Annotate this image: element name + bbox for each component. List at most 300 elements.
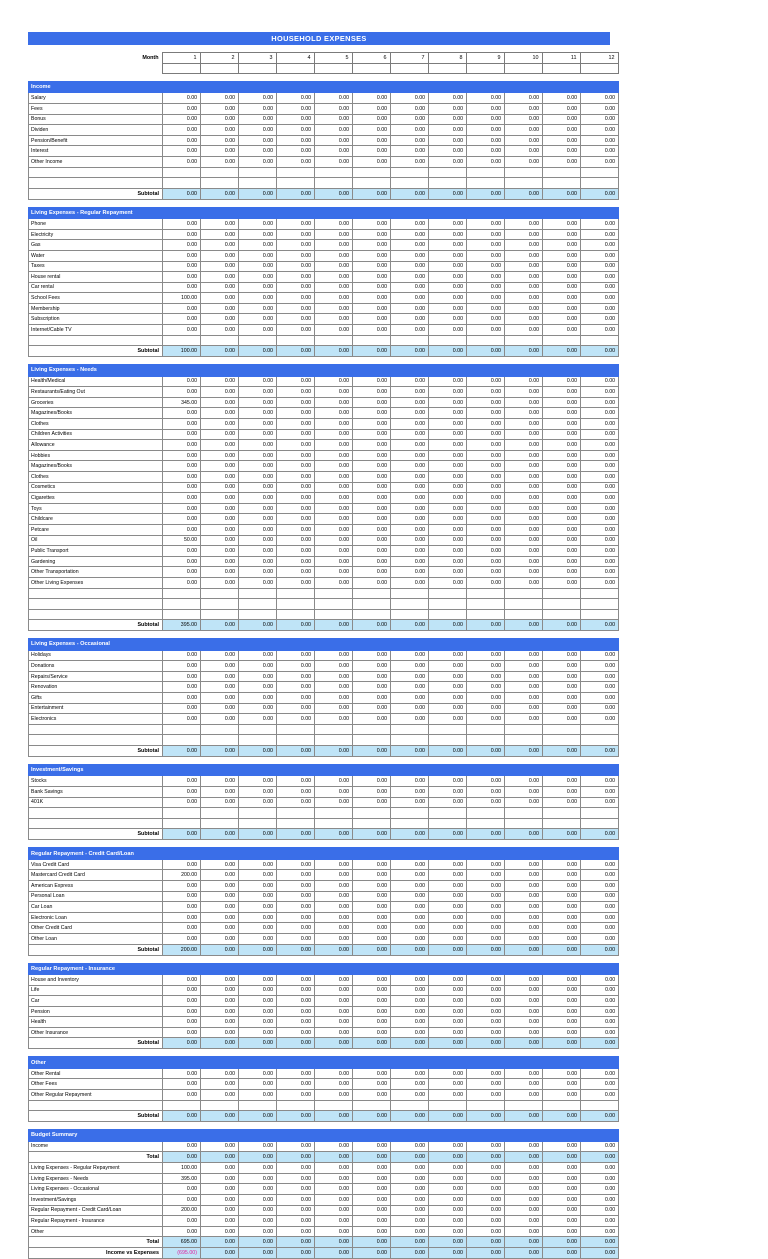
cell-value[interactable] [429, 735, 467, 746]
cell-value[interactable]: 0.00 [391, 514, 429, 525]
cell-value[interactable]: 0.00 [581, 135, 619, 146]
cell-value[interactable]: 0.00 [315, 703, 353, 714]
cell-value[interactable]: 0.00 [163, 1226, 201, 1237]
row-label[interactable]: Other Credit Card [29, 923, 163, 934]
cell-value[interactable]: 0.00 [391, 1216, 429, 1227]
month-subheader-cell[interactable] [352, 64, 390, 74]
cell-value[interactable]: 0.00 [315, 944, 353, 955]
cell-value[interactable]: 0.00 [239, 620, 277, 631]
row-label[interactable]: Living Expenses - Regular Repayment [29, 1163, 163, 1174]
cell-value[interactable]: 0.00 [543, 250, 581, 261]
cell-value[interactable]: 0.00 [391, 1152, 429, 1163]
cell-value[interactable]: 0.00 [429, 859, 467, 870]
cell-value[interactable]: 0.00 [429, 912, 467, 923]
cell-value[interactable]: 0.00 [239, 282, 277, 293]
cell-value[interactable]: 0.00 [429, 440, 467, 451]
cell-value[interactable]: 0.00 [391, 125, 429, 136]
cell-value[interactable]: 0.00 [467, 1226, 505, 1237]
cell-value[interactable]: 0.00 [543, 450, 581, 461]
cell-value[interactable]: 0.00 [163, 1195, 201, 1206]
cell-value[interactable]: 0.00 [467, 829, 505, 840]
cell-value[interactable]: 0.00 [315, 567, 353, 578]
cell-value[interactable]: 0.00 [505, 471, 543, 482]
cell-value[interactable]: 0.00 [391, 671, 429, 682]
cell-value[interactable]: 0.00 [543, 125, 581, 136]
cell-value[interactable]: 0.00 [391, 1027, 429, 1038]
cell-value[interactable]: 0.00 [163, 912, 201, 923]
cell-value[interactable]: 0.00 [429, 250, 467, 261]
cell-value[interactable]: 0.00 [239, 524, 277, 535]
row-label[interactable]: Subscription [29, 314, 163, 325]
cell-value[interactable] [581, 1100, 619, 1111]
cell-value[interactable]: 0.00 [277, 1205, 315, 1216]
cell-value[interactable] [467, 178, 505, 189]
cell-value[interactable] [429, 178, 467, 189]
row-label[interactable]: Allowance [29, 440, 163, 451]
cell-value[interactable]: 0.00 [353, 944, 391, 955]
cell-value[interactable]: 0.00 [163, 429, 201, 440]
cell-value[interactable]: 0.00 [315, 923, 353, 934]
cell-value[interactable] [467, 724, 505, 735]
cell-value[interactable]: 0.00 [429, 325, 467, 336]
cell-value[interactable]: 0.00 [277, 282, 315, 293]
cell-value[interactable]: 0.00 [429, 1226, 467, 1237]
cell-value[interactable]: 0.00 [391, 1006, 429, 1017]
cell-value[interactable]: 0.00 [163, 923, 201, 934]
cell-value[interactable]: 0.00 [505, 1205, 543, 1216]
cell-value[interactable]: 0.00 [353, 293, 391, 304]
cell-value[interactable]: 0.00 [429, 1141, 467, 1152]
cell-value[interactable]: 0.00 [429, 650, 467, 661]
cell-value[interactable]: 0.00 [163, 524, 201, 535]
month-column-header[interactable]: 2 [200, 53, 238, 64]
cell-value[interactable]: 0.00 [391, 1111, 429, 1122]
cell-value[interactable]: 0.00 [315, 325, 353, 336]
cell-value[interactable]: 0.00 [163, 1111, 201, 1122]
cell-value[interactable]: 0.00 [581, 776, 619, 787]
cell-value[interactable]: 0.00 [277, 125, 315, 136]
cell-value[interactable]: 0.00 [543, 682, 581, 693]
cell-value[interactable]: 0.00 [163, 440, 201, 451]
cell-value[interactable]: 0.00 [543, 387, 581, 398]
cell-value[interactable]: 0.00 [315, 282, 353, 293]
cell-value[interactable]: 0.00 [505, 219, 543, 230]
cell-value[interactable]: 0.00 [429, 1079, 467, 1090]
cell-value[interactable]: 0.00 [391, 1163, 429, 1174]
cell-value[interactable]: 0.00 [201, 272, 239, 283]
cell-value[interactable]: 0.00 [467, 1195, 505, 1206]
cell-value[interactable]: 0.00 [467, 1248, 505, 1259]
cell-value[interactable]: 0.00 [239, 880, 277, 891]
cell-value[interactable]: 0.00 [429, 1111, 467, 1122]
month-column-header[interactable]: 1 [162, 53, 200, 64]
cell-value[interactable]: 0.00 [353, 156, 391, 167]
cell-value[interactable]: 0.00 [163, 556, 201, 567]
cell-value[interactable]: 0.00 [429, 944, 467, 955]
row-label[interactable]: Gardening [29, 556, 163, 567]
row-label[interactable]: Gas [29, 240, 163, 251]
cell-value[interactable]: 0.00 [201, 429, 239, 440]
cell-value[interactable]: 0.00 [315, 482, 353, 493]
cell-value[interactable]: 0.00 [429, 891, 467, 902]
cell-value[interactable]: 0.00 [315, 450, 353, 461]
cell-value[interactable]: 0.00 [277, 620, 315, 631]
cell-value[interactable]: 0.00 [467, 985, 505, 996]
cell-value[interactable]: 0.00 [429, 346, 467, 357]
cell-value[interactable]: 0.00 [201, 1006, 239, 1017]
cell-value[interactable]: 0.00 [201, 1195, 239, 1206]
cell-value[interactable]: 0.00 [391, 1141, 429, 1152]
cell-value[interactable]: 0.00 [277, 671, 315, 682]
cell-value[interactable]: 0.00 [581, 376, 619, 387]
cell-value[interactable] [543, 724, 581, 735]
cell-value[interactable] [505, 735, 543, 746]
cell-value[interactable]: 0.00 [277, 229, 315, 240]
cell-value[interactable]: 0.00 [315, 188, 353, 199]
cell-value[interactable]: 0.00 [429, 461, 467, 472]
cell-value[interactable]: 0.00 [277, 577, 315, 588]
cell-value[interactable]: 0.00 [201, 577, 239, 588]
cell-value[interactable]: 0.00 [543, 1141, 581, 1152]
cell-value[interactable] [353, 178, 391, 189]
cell-value[interactable]: 0.00 [163, 503, 201, 514]
cell-value[interactable]: 0.00 [315, 114, 353, 125]
cell-value[interactable] [163, 1100, 201, 1111]
cell-value[interactable]: 0.00 [581, 535, 619, 546]
cell-value[interactable]: 0.00 [201, 902, 239, 913]
cell-value[interactable]: 0.00 [391, 146, 429, 157]
cell-value[interactable] [201, 588, 239, 599]
cell-value[interactable]: 0.00 [239, 408, 277, 419]
cell-value[interactable]: 0.00 [505, 620, 543, 631]
cell-value[interactable]: 0.00 [581, 1237, 619, 1248]
cell-value[interactable]: 0.00 [201, 1226, 239, 1237]
cell-value[interactable]: 0.00 [543, 440, 581, 451]
row-label[interactable]: Electricity [29, 229, 163, 240]
row-label[interactable]: Salary [29, 93, 163, 104]
cell-value[interactable]: 0.00 [467, 661, 505, 672]
cell-value[interactable]: 0.00 [505, 482, 543, 493]
cell-value[interactable]: 0.00 [315, 1226, 353, 1237]
cell-value[interactable]: 0.00 [429, 1027, 467, 1038]
cell-value[interactable]: 0.00 [581, 1205, 619, 1216]
cell-value[interactable]: 0.00 [277, 1184, 315, 1195]
cell-value[interactable]: 0.00 [429, 671, 467, 682]
cell-value[interactable]: 0.00 [391, 156, 429, 167]
row-label[interactable]: Electronic Loan [29, 912, 163, 923]
cell-value[interactable]: 0.00 [467, 703, 505, 714]
cell-value[interactable]: 0.00 [201, 240, 239, 251]
cell-value[interactable]: 0.00 [353, 577, 391, 588]
cell-value[interactable]: 0.00 [315, 577, 353, 588]
cell-value[interactable] [467, 599, 505, 610]
cell-value[interactable] [315, 808, 353, 819]
cell-value[interactable]: 0.00 [315, 146, 353, 157]
cell-value[interactable] [391, 818, 429, 829]
cell-value[interactable]: 0.00 [353, 146, 391, 157]
cell-value[interactable]: 0.00 [201, 450, 239, 461]
row-label[interactable]: Bonus [29, 114, 163, 125]
cell-value[interactable]: 0.00 [543, 1152, 581, 1163]
cell-value[interactable]: 0.00 [277, 829, 315, 840]
cell-value[interactable]: 0.00 [543, 1248, 581, 1259]
cell-value[interactable]: 0.00 [201, 859, 239, 870]
cell-value[interactable] [201, 167, 239, 178]
cell-value[interactable]: 0.00 [201, 671, 239, 682]
cell-value[interactable]: 0.00 [353, 493, 391, 504]
cell-value[interactable]: 0.00 [201, 1068, 239, 1079]
cell-value[interactable]: 0.00 [429, 577, 467, 588]
cell-value[interactable]: 0.00 [429, 93, 467, 104]
cell-value[interactable]: 0.00 [277, 703, 315, 714]
month-subheader-cell[interactable] [466, 64, 504, 74]
cell-value[interactable] [201, 1100, 239, 1111]
cell-value[interactable]: 0.00 [201, 461, 239, 472]
cell-value[interactable]: 0.00 [391, 503, 429, 514]
cell-value[interactable]: 0.00 [543, 376, 581, 387]
cell-value[interactable]: 0.00 [201, 188, 239, 199]
cell-value[interactable]: 0.00 [239, 1038, 277, 1049]
cell-value[interactable]: 0.00 [429, 471, 467, 482]
cell-value[interactable]: 0.00 [391, 577, 429, 588]
cell-value[interactable]: 0.00 [315, 682, 353, 693]
cell-value[interactable] [353, 599, 391, 610]
cell-value[interactable]: 0.00 [505, 1006, 543, 1017]
cell-value[interactable]: 0.00 [505, 746, 543, 757]
cell-value[interactable]: 0.00 [315, 125, 353, 136]
cell-value[interactable]: 0.00 [239, 1006, 277, 1017]
cell-value[interactable]: 0.00 [353, 682, 391, 693]
cell-value[interactable] [315, 167, 353, 178]
cell-value[interactable]: 0.00 [543, 933, 581, 944]
cell-value[interactable]: 0.00 [581, 902, 619, 913]
cell-value[interactable]: 0.00 [581, 891, 619, 902]
cell-value[interactable]: 0.00 [429, 397, 467, 408]
row-label[interactable]: Public Transport [29, 546, 163, 557]
cell-value[interactable]: 0.00 [391, 293, 429, 304]
cell-value[interactable]: 0.00 [429, 1090, 467, 1101]
cell-value[interactable] [353, 1100, 391, 1111]
cell-value[interactable]: 0.00 [543, 493, 581, 504]
cell-value[interactable]: 0.00 [391, 1248, 429, 1259]
cell-value[interactable]: 0.00 [353, 693, 391, 704]
cell-value[interactable]: 0.00 [429, 303, 467, 314]
cell-value[interactable]: 0.00 [277, 188, 315, 199]
cell-value[interactable]: 0.00 [543, 985, 581, 996]
cell-value[interactable]: 0.00 [505, 397, 543, 408]
cell-value[interactable]: 0.00 [353, 250, 391, 261]
cell-value[interactable]: 0.00 [277, 261, 315, 272]
row-label[interactable] [29, 735, 163, 746]
cell-value[interactable]: 0.00 [315, 787, 353, 798]
month-column-header[interactable]: 4 [276, 53, 314, 64]
cell-value[interactable]: 0.00 [467, 146, 505, 157]
cell-value[interactable]: 0.00 [315, 620, 353, 631]
cell-value[interactable]: 0.00 [315, 996, 353, 1007]
cell-value[interactable]: 0.00 [543, 461, 581, 472]
cell-value[interactable] [543, 335, 581, 346]
cell-value[interactable]: 0.00 [467, 240, 505, 251]
cell-value[interactable]: 0.00 [315, 440, 353, 451]
row-label[interactable] [29, 167, 163, 178]
cell-value[interactable]: 0.00 [353, 1090, 391, 1101]
cell-value[interactable] [467, 609, 505, 620]
cell-value[interactable]: 50.00 [163, 535, 201, 546]
cell-value[interactable]: 0.00 [505, 776, 543, 787]
row-label[interactable]: Car [29, 996, 163, 1007]
cell-value[interactable]: 0.00 [505, 859, 543, 870]
cell-value[interactable]: 0.00 [429, 514, 467, 525]
cell-value[interactable]: 0.00 [429, 1237, 467, 1248]
cell-value[interactable]: 0.00 [239, 1248, 277, 1259]
cell-value[interactable]: 0.00 [581, 346, 619, 357]
cell-value[interactable]: 200.00 [163, 944, 201, 955]
cell-value[interactable]: 0.00 [391, 829, 429, 840]
cell-value[interactable]: 0.00 [353, 1195, 391, 1206]
cell-value[interactable]: 0.00 [201, 620, 239, 631]
cell-value[interactable]: 0.00 [353, 902, 391, 913]
cell-value[interactable]: 0.00 [505, 797, 543, 808]
cell-value[interactable] [315, 724, 353, 735]
cell-value[interactable]: 0.00 [353, 282, 391, 293]
cell-value[interactable]: 0.00 [277, 944, 315, 955]
cell-value[interactable] [239, 599, 277, 610]
cell-value[interactable]: 0.00 [505, 1027, 543, 1038]
cell-value[interactable]: 0.00 [543, 293, 581, 304]
cell-value[interactable]: 0.00 [505, 996, 543, 1007]
cell-value[interactable]: 0.00 [467, 1184, 505, 1195]
row-label[interactable]: Pension/Benefit [29, 135, 163, 146]
cell-value[interactable]: 0.00 [353, 1111, 391, 1122]
cell-value[interactable]: 0.00 [315, 650, 353, 661]
cell-value[interactable]: 0.00 [391, 250, 429, 261]
cell-value[interactable] [543, 735, 581, 746]
cell-value[interactable]: 0.00 [467, 429, 505, 440]
cell-value[interactable]: 0.00 [277, 419, 315, 430]
cell-value[interactable]: 0.00 [353, 114, 391, 125]
cell-value[interactable]: 0.00 [543, 577, 581, 588]
cell-value[interactable] [239, 735, 277, 746]
cell-value[interactable]: 0.00 [543, 535, 581, 546]
cell-value[interactable]: 0.00 [429, 797, 467, 808]
cell-value[interactable]: 0.00 [239, 787, 277, 798]
cell-value[interactable]: 0.00 [315, 156, 353, 167]
cell-value[interactable] [505, 818, 543, 829]
cell-value[interactable] [353, 818, 391, 829]
cell-value[interactable]: 0.00 [315, 493, 353, 504]
cell-value[interactable] [239, 808, 277, 819]
cell-value[interactable]: 0.00 [315, 714, 353, 725]
cell-value[interactable]: 0.00 [391, 135, 429, 146]
cell-value[interactable]: 0.00 [315, 1006, 353, 1017]
month-column-header[interactable]: 3 [238, 53, 276, 64]
month-column-header[interactable]: 12 [580, 53, 618, 64]
row-label[interactable]: Fees [29, 103, 163, 114]
cell-value[interactable]: 0.00 [163, 1017, 201, 1028]
cell-value[interactable]: 0.00 [315, 859, 353, 870]
cell-value[interactable]: 0.00 [315, 974, 353, 985]
cell-value[interactable]: 0.00 [543, 902, 581, 913]
cell-value[interactable] [505, 724, 543, 735]
cell-value[interactable]: 0.00 [201, 440, 239, 451]
cell-value[interactable]: 0.00 [315, 397, 353, 408]
month-subheader-cell[interactable] [276, 64, 314, 74]
cell-value[interactable]: 0.00 [201, 1237, 239, 1248]
cell-value[interactable]: 0.00 [391, 450, 429, 461]
cell-value[interactable] [277, 609, 315, 620]
cell-value[interactable]: 0.00 [543, 524, 581, 535]
cell-value[interactable]: 0.00 [201, 912, 239, 923]
cell-value[interactable]: 0.00 [239, 933, 277, 944]
cell-value[interactable]: 0.00 [581, 1226, 619, 1237]
cell-value[interactable]: 0.00 [239, 703, 277, 714]
cell-value[interactable]: 0.00 [353, 661, 391, 672]
cell-value[interactable] [429, 724, 467, 735]
cell-value[interactable]: 0.00 [163, 493, 201, 504]
cell-value[interactable]: 0.00 [277, 1226, 315, 1237]
cell-value[interactable]: 0.00 [467, 567, 505, 578]
cell-value[interactable]: 0.00 [163, 250, 201, 261]
cell-value[interactable] [581, 599, 619, 610]
cell-value[interactable]: 0.00 [505, 376, 543, 387]
cell-value[interactable]: 0.00 [163, 985, 201, 996]
cell-value[interactable]: 0.00 [467, 797, 505, 808]
cell-value[interactable]: 0.00 [505, 293, 543, 304]
cell-value[interactable] [201, 599, 239, 610]
cell-value[interactable]: 0.00 [277, 135, 315, 146]
row-label[interactable]: Entertainment [29, 703, 163, 714]
cell-value[interactable]: 0.00 [581, 282, 619, 293]
cell-value[interactable]: 0.00 [201, 156, 239, 167]
row-label[interactable]: Water [29, 250, 163, 261]
cell-value[interactable]: 0.00 [277, 482, 315, 493]
cell-value[interactable]: 0.00 [429, 188, 467, 199]
cell-value[interactable]: 0.00 [353, 746, 391, 757]
row-label[interactable]: Phone [29, 219, 163, 230]
cell-value[interactable]: 0.00 [391, 219, 429, 230]
cell-value[interactable]: 0.00 [353, 188, 391, 199]
cell-value[interactable]: 0.00 [543, 620, 581, 631]
cell-value[interactable]: 0.00 [239, 188, 277, 199]
cell-value[interactable] [467, 818, 505, 829]
row-label[interactable]: Internet/Cable TV [29, 325, 163, 336]
cell-value[interactable] [277, 178, 315, 189]
cell-value[interactable]: 0.00 [353, 450, 391, 461]
row-label[interactable]: Other Loan [29, 933, 163, 944]
cell-value[interactable]: 0.00 [201, 714, 239, 725]
cell-value[interactable]: 0.00 [201, 944, 239, 955]
row-label[interactable] [29, 724, 163, 735]
cell-value[interactable] [353, 588, 391, 599]
cell-value[interactable]: 0.00 [391, 996, 429, 1007]
cell-value[interactable]: 0.00 [239, 314, 277, 325]
cell-value[interactable]: 0.00 [505, 1038, 543, 1049]
cell-value[interactable]: 0.00 [467, 408, 505, 419]
cell-value[interactable]: 0.00 [505, 577, 543, 588]
cell-value[interactable]: 0.00 [429, 535, 467, 546]
cell-value[interactable]: 0.00 [201, 1038, 239, 1049]
cell-value[interactable]: 0.00 [505, 703, 543, 714]
cell-value[interactable] [315, 588, 353, 599]
row-label[interactable]: School Fees [29, 293, 163, 304]
cell-value[interactable]: 0.00 [277, 314, 315, 325]
cell-value[interactable]: 0.00 [239, 797, 277, 808]
cell-value[interactable]: 0.00 [201, 314, 239, 325]
cell-value[interactable]: 0.00 [353, 261, 391, 272]
cell-value[interactable]: 0.00 [543, 1205, 581, 1216]
cell-value[interactable]: 0.00 [353, 135, 391, 146]
cell-value[interactable]: 0.00 [277, 1090, 315, 1101]
